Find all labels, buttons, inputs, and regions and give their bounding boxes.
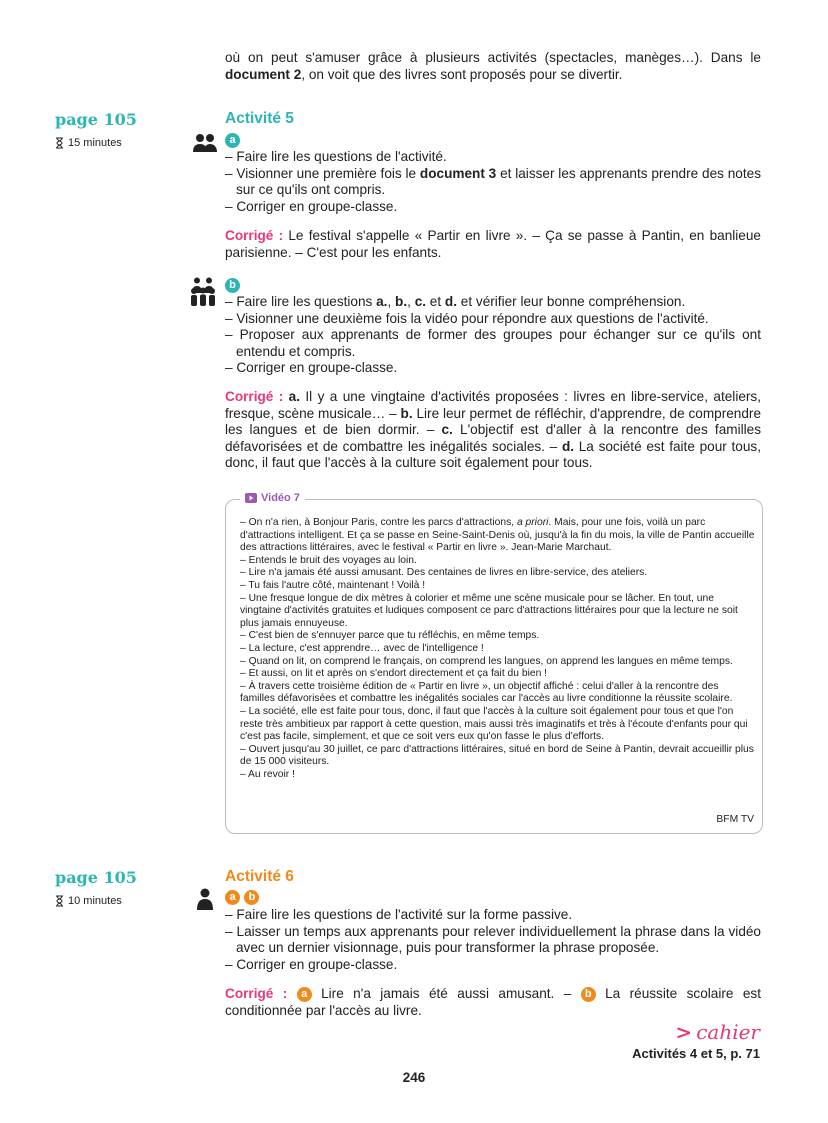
answer-text: La société est faite pour tous, donc, il faut que l'accès à la culture soit également pour tous.	[225, 438, 762, 471]
transcript-italic: a priori	[516, 517, 549, 528]
answer-text: Lire leur permet de réfléchir, d'apprendre, de comprendre les langues et de bien dormir. –	[225, 405, 761, 438]
list-item-text: et laisser les apprenants prendre des notes sur ce qu'ils ont compris.	[236, 165, 761, 198]
video-label	[240, 492, 305, 504]
corrige-label: Corrigé :	[225, 228, 284, 243]
hourglass-icon	[55, 137, 64, 149]
answer-letter: a.	[288, 389, 301, 404]
question-ref: b.	[395, 294, 408, 309]
transcript-line: – La société, elle est faite pour tous, donc, il faut que l'accès à la culture soit également pour tous et que l'on reste très ambitieux par rapport à cette question, mais aussi très imaginatifs et très à l'écoute d'enfants pour qui c'est pas facile, simplement, et que ce soit vers eux qu'on fasse le plus d'efforts.	[240, 705, 748, 743]
act5-part-a-marker	[225, 132, 240, 150]
video-transcript-box	[225, 492, 763, 834]
transcript-line	[240, 517, 756, 555]
intro-text-end: , on voit que des livres sont proposés pour se divertir.	[301, 66, 623, 82]
letter-a-badge: a	[297, 987, 312, 1002]
transcript-text: – On n'a rien, à Bonjour Paris, contre les parcs d'attractions,	[240, 517, 517, 528]
transcript-line: – Ouvert jusqu'au 30 juillet, ce parc d'attractions littéraires, situé en bord de Seine à Pantin, devrait accueillir plus de 15 000 visiteurs.	[240, 743, 754, 768]
transcript-line: – Entends le bruit des voyages au loin.	[240, 554, 417, 566]
activity-5-title: Activité 5	[225, 110, 294, 127]
letter-a-badge: a	[225, 133, 240, 148]
video-play-icon	[245, 493, 257, 503]
answer-letter: b.	[400, 405, 413, 421]
hourglass-icon	[55, 895, 64, 907]
act5-b-list	[225, 294, 761, 377]
answer-letter: c.	[441, 422, 453, 438]
intro-paragraph	[225, 50, 761, 83]
answer-letter: d.	[561, 438, 575, 454]
activity-6-title: Activité 6	[225, 868, 294, 885]
list-item: – Faire lire les questions de l'activité.	[225, 149, 447, 164]
intro-bold: document 2	[225, 66, 302, 82]
list-item	[225, 294, 761, 311]
question-ref: c.	[414, 294, 427, 309]
cahier-reference	[632, 1020, 760, 1061]
intro-text: où on peut s'amuser grâce à plusieurs activités (spectacles, manèges…). Dans le	[225, 50, 761, 65]
act6-corrige	[225, 986, 761, 1019]
page-reference-act5: page 105	[55, 110, 137, 129]
act5-part-b-marker	[225, 277, 240, 295]
question-ref: a.	[376, 294, 388, 309]
transcript-line: – Au revoir !	[240, 768, 295, 780]
transcript-line: – Et aussi, on lit et après on s'endort directement et ça fait du bien !	[240, 668, 548, 680]
cahier-title	[632, 1020, 760, 1044]
page-number: 246	[402, 1070, 426, 1085]
act5-b-corrige	[225, 389, 761, 472]
list-item-text: et vérifier leur bonne compréhension.	[457, 294, 686, 309]
list-item: – Visionner une deuxième fois la vidéo pour répondre aux questions de l'activité.	[225, 310, 709, 326]
cahier-activities: Activités 4 et 5, p. 71	[632, 1046, 760, 1061]
transcript-line: – À travers cette troisième édition de « Partir en livre », un objectif affiché : celui d'aller à la rencontre des familles défavorisées et combattre les inégalités sociales car l'accès au livre conditionne la réussite scolaire.	[240, 680, 733, 705]
duration-act6	[55, 895, 122, 907]
video-transcript	[240, 517, 756, 781]
question-ref: d.	[444, 294, 458, 309]
corrige-label: Corrigé :	[225, 389, 284, 404]
list-item-bold: document 3	[419, 165, 497, 181]
cahier-word: cahier	[696, 1020, 760, 1044]
list-item: – Laisser un temps aux apprenants pour relever individuellement la phrase dans la vidéo avec un dernier visionnage, puis pour transformer la phrase proposée.	[225, 923, 761, 956]
letter-b-badge: b	[581, 987, 596, 1002]
list-item-text: – Visionner une première fois le	[225, 165, 420, 181]
transcript-line: – C'est bien de s'ennuyer parce que tu réfléchis, en même temps.	[240, 630, 540, 642]
pair-icon	[192, 133, 218, 153]
duration-label: 15 minutes	[68, 137, 122, 149]
transcript-line: – Tu fais l'autre côté, maintenant ! Voilà !	[240, 579, 426, 591]
list-item-text: – Faire lire les questions	[225, 294, 377, 309]
list-item-text: et	[426, 294, 445, 309]
list-item-text: ,	[387, 294, 396, 309]
letter-a-badge: a	[225, 890, 240, 905]
list-item: – Corriger en groupe-classe.	[225, 360, 398, 376]
corrige-text: Le festival s'appelle « Partir en livre ». – Ça se passe à Pantin, en banlieue parisienne. – C'est pour les enfants.	[225, 228, 761, 260]
page-reference-act6: page 105	[55, 868, 137, 887]
duration-label: 10 minutes	[68, 895, 122, 907]
list-item: – Faire lire les questions de l'activité sur la forme passive.	[225, 907, 573, 922]
corrige-label: Corrigé :	[225, 986, 288, 1001]
group-icon	[190, 277, 216, 307]
video-source: BFM TV	[716, 814, 754, 826]
answer-text: La réussite scolaire est conditionnée par l'accès au livre.	[225, 986, 761, 1018]
act5-a-list	[225, 149, 761, 215]
transcript-text: . Mais, pour une fois, voilà un parc d'attractions intelligent. Et ça se passe en Seine-Saint-Denis où, jusqu'à la fin du mois, la ville de Pantin accueille des attractions littéraires, avec le festival « Partir en livre ». Jean-Marie Marchaut.	[240, 517, 755, 554]
letter-b-badge: b	[244, 890, 259, 905]
chevron-right-icon: >	[675, 1020, 693, 1044]
list-item: – Corriger en groupe-classe.	[225, 956, 398, 972]
answer-text: Il y a une vingtaine d'activités proposées : livres en libre-service, ateliers, fresque, scène musicale… –	[225, 389, 761, 421]
act6-list	[225, 907, 761, 973]
transcript-line: – Une fresque longue de dix mètres à colorier et même une scène musicale pour se lâcher. En tout, une vingtaine d'activités gratuites et ludiques composent ce parc d'attractions littéraires pour que la lecture ne soit plus jamais ennuyeuse.	[240, 592, 738, 629]
letter-b-badge: b	[225, 278, 240, 293]
duration-act5	[55, 137, 122, 149]
list-item: – Proposer aux apprenants de former des groupes pour échanger sur ce qu'ils ont entendu et compris.	[225, 327, 761, 359]
answer-text: Lire n'a jamais été aussi amusant. –	[311, 986, 581, 1001]
act5-a-corrige	[225, 228, 761, 261]
person-icon	[197, 888, 213, 910]
transcript-line: – Lire n'a jamais été aussi amusant. Des centaines de livres en libre-service, des ateliers.	[240, 567, 648, 579]
video-label-text: Vidéo 7	[261, 492, 300, 504]
list-item-text: ,	[407, 294, 415, 309]
transcript-line: – Quand on lit, on comprend le français, on comprend les langues, on apprend les langues en même temps.	[240, 655, 733, 667]
transcript-line: – La lecture, c'est apprendre… avec de l'intelligence !	[240, 642, 484, 654]
list-item	[225, 166, 761, 199]
act6-letters	[225, 889, 259, 907]
answer-text: L'objectif est d'aller à la rencontre des familles défavorisées et de combattre les inégalités sociales. –	[225, 422, 761, 454]
list-item: – Corriger en groupe-classe.	[225, 198, 398, 214]
